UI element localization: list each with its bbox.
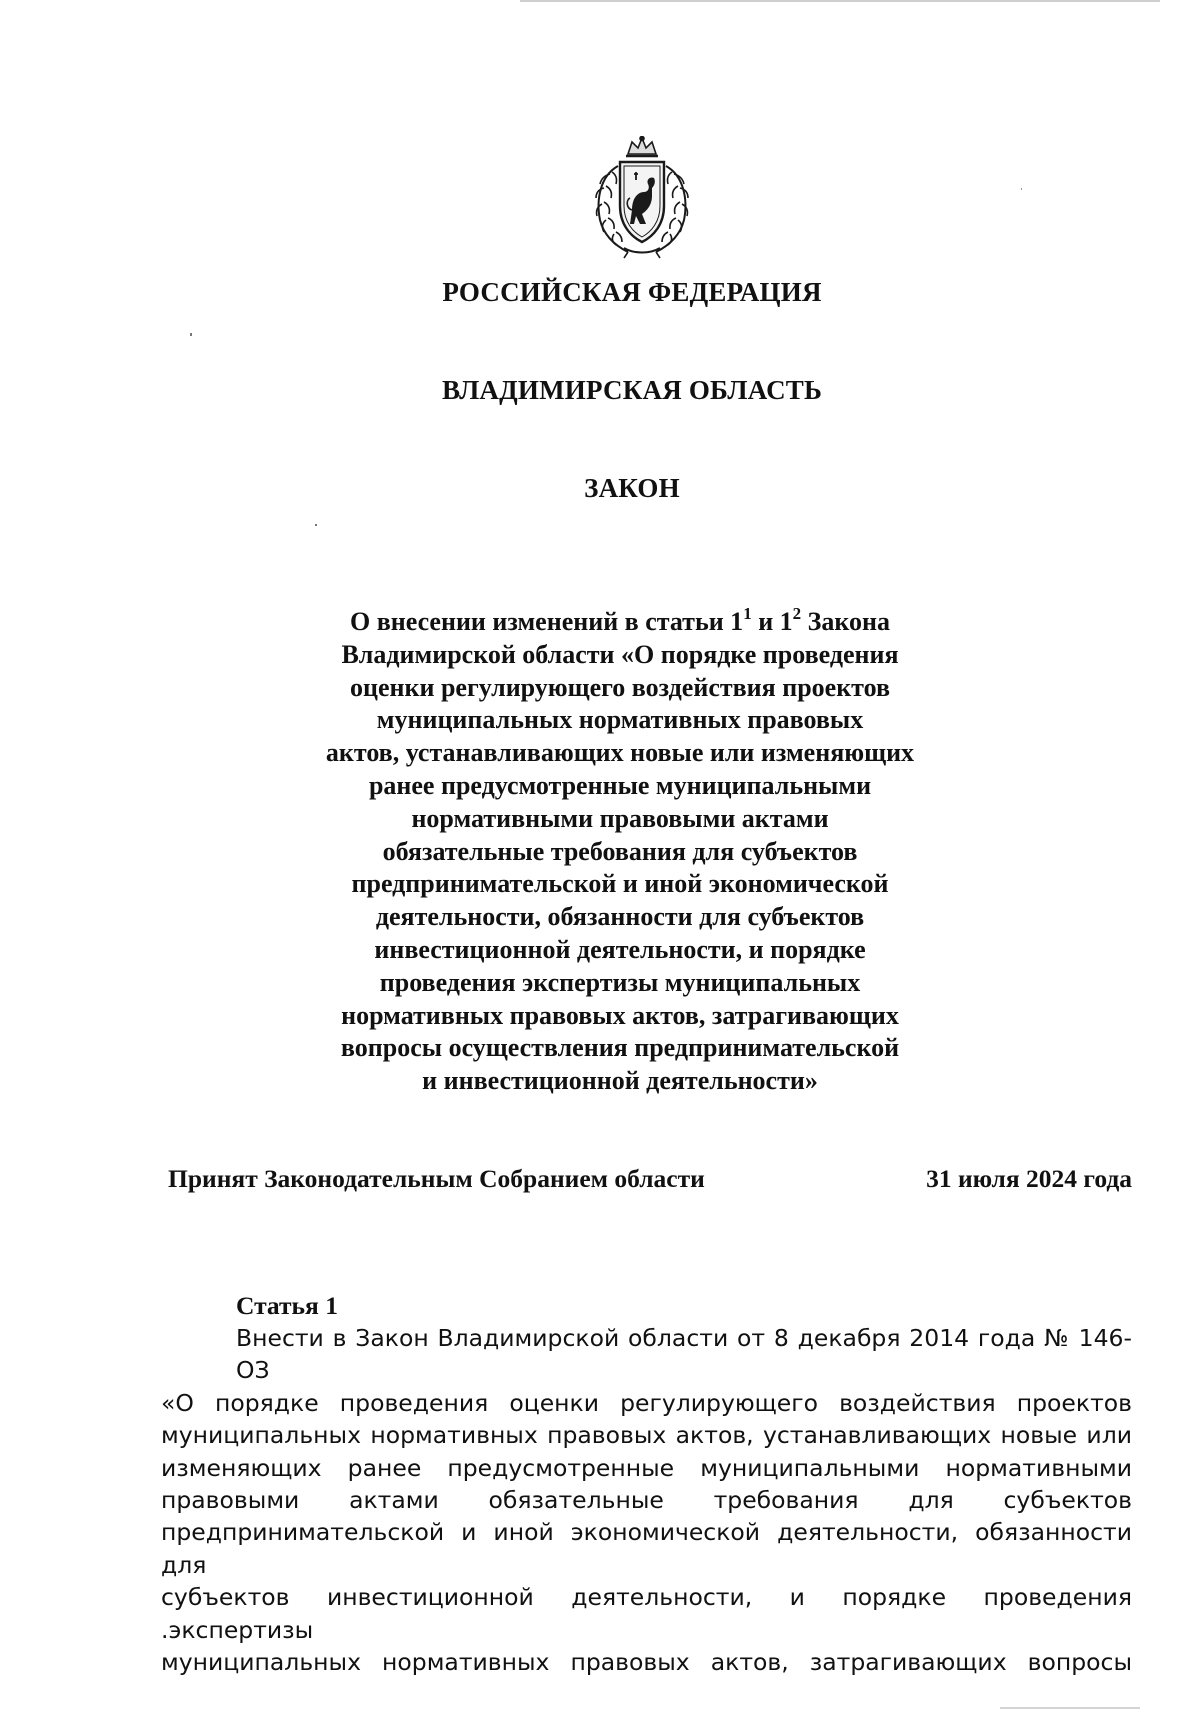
article-line: муниципальных нормативных правовых актов, устанавливающих новые или bbox=[161, 1421, 1132, 1450]
law-title-line: актов, устанавливающих новые или изменяющих bbox=[325, 738, 915, 768]
law-title-text: О внесении изменений в статьи 1 bbox=[349, 607, 744, 636]
law-title-line bbox=[270, 606, 970, 639]
law-title-line: вопросы осуществления предпринимательской bbox=[340, 1033, 900, 1063]
article-line: правовыми актами обязательные требования для субъектов bbox=[161, 1486, 1132, 1515]
law-title-line: деятельности, обязанности для субъектов bbox=[375, 902, 865, 932]
article-line: муниципальных нормативных правовых актов, затрагивающих вопросы bbox=[161, 1648, 1132, 1677]
law-title-text: и 1 bbox=[751, 607, 793, 636]
adopted-by: Принят Законодательным Собранием области bbox=[168, 1164, 705, 1193]
law-title-line: проведения экспертизы муниципальных bbox=[379, 967, 861, 997]
scan-edge-line-bottom bbox=[1000, 1707, 1140, 1709]
article-line: Внести в Закон Владимирской области от 8 декабря 2014 года № 146-ОЗ bbox=[236, 1324, 1132, 1385]
scan-speck bbox=[1021, 188, 1022, 190]
law-title-line: оценки регулирующего воздействия проектов bbox=[349, 672, 891, 702]
article-body bbox=[161, 1322, 1132, 1678]
law-title-line: и инвестиционной деятельности» bbox=[422, 1066, 818, 1096]
superscript: 2 bbox=[792, 604, 802, 623]
law-title-line: ранее предусмотренные муниципальными bbox=[368, 770, 872, 800]
scan-speck bbox=[190, 333, 192, 336]
header-country: РОССИЙСКАЯ ФЕДЕРАЦИЯ bbox=[442, 277, 822, 307]
header-region: ВЛАДИМИРСКАЯ ОБЛАСТЬ bbox=[441, 375, 823, 405]
coat-of-arms-icon bbox=[588, 136, 696, 260]
article-line: изменяющих ранее предусмотренные муниципальными нормативными bbox=[161, 1453, 1132, 1482]
law-title-line: обязательные требования для субъектов bbox=[382, 836, 858, 866]
law-title bbox=[270, 606, 970, 1098]
scan-speck bbox=[315, 524, 317, 526]
article-title: Статья 1 bbox=[236, 1291, 338, 1320]
article-line: предпринимательской и иной экономической деятельности, обязанности для bbox=[161, 1518, 1132, 1579]
law-title-line: муниципальных нормативных правовых bbox=[376, 705, 864, 735]
scan-edge-line bbox=[520, 0, 1160, 2]
adoption-date: 31 июля 2024 года bbox=[926, 1164, 1132, 1193]
article-line: «О порядке проведения оценки регулирующего воздействия проектов bbox=[161, 1388, 1132, 1417]
article-line: субъектов инвестиционной деятельности, и порядке проведения .экспертизы bbox=[161, 1583, 1132, 1644]
law-title-line: нормативными правовыми актами bbox=[411, 803, 829, 833]
law-title-text: Закона bbox=[801, 607, 891, 636]
superscript: 1 bbox=[743, 604, 752, 623]
law-title-line: инвестиционной деятельности, и порядке bbox=[374, 934, 866, 964]
law-title-line: Владимирской области «О порядке проведения bbox=[341, 639, 899, 669]
law-title-line: предпринимательской и иной экономической bbox=[351, 869, 889, 899]
header-doc-type: ЗАКОН bbox=[584, 473, 680, 503]
law-title-line: нормативных правовых актов, затрагивающих bbox=[341, 1000, 899, 1030]
